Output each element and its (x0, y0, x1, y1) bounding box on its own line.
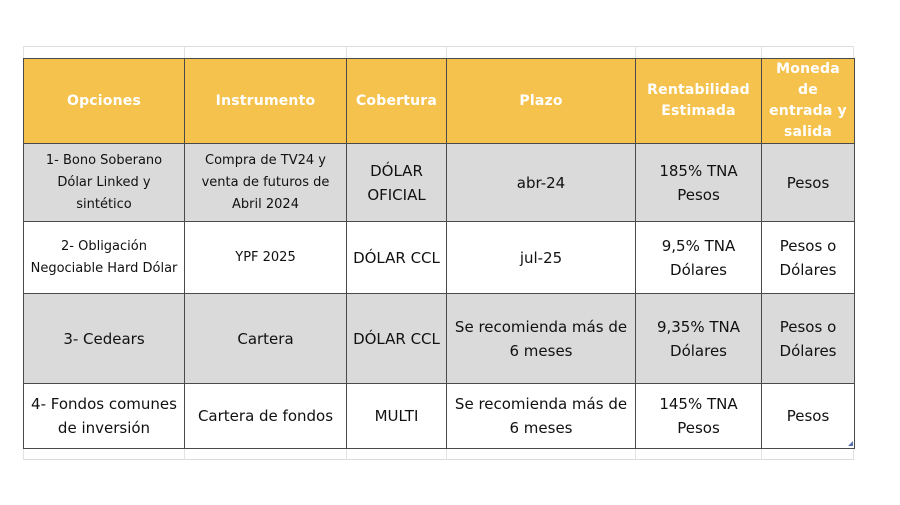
cell-plazo: Se recomienda más de 6 meses (447, 384, 636, 449)
sheet-gridline (446, 46, 447, 58)
sheet-gridline (23, 46, 854, 47)
cell-instrumento: Cartera de fondos (185, 384, 347, 449)
cell-instrumento: YPF 2025 (185, 222, 347, 294)
header-cobertura: Cobertura (347, 59, 447, 144)
cell-plazo: Se recomienda más de 6 meses (447, 294, 636, 384)
options-table (23, 58, 855, 449)
cell-opcion: 3- Cedears (24, 294, 185, 384)
sheet-gridline (23, 459, 854, 460)
cell-instrumento: Cartera (185, 294, 347, 384)
cell-moneda: Pesos (762, 144, 855, 222)
investment-options-table (23, 58, 854, 447)
sheet-gridline (346, 46, 347, 58)
header-moneda: Moneda de entrada y salida (762, 59, 855, 144)
cell-rentabilidad: 185% TNA Pesos (636, 144, 762, 222)
cell-opcion: 4- Fondos comunes de inversión (24, 384, 185, 449)
table-row (24, 144, 855, 222)
header-opciones: Opciones (24, 59, 185, 144)
table-row (24, 222, 855, 294)
cell-cobertura: MULTI (347, 384, 447, 449)
sheet-gridline (761, 46, 762, 58)
cell-cobertura: DÓLAR OFICIAL (347, 144, 447, 222)
header-plazo: Plazo (447, 59, 636, 144)
cell-moneda: Pesos o Dólares (762, 294, 855, 384)
cell-instrumento: Compra de TV24 y venta de futuros de Abril 2024 (185, 144, 347, 222)
sheet-gridline (184, 46, 185, 58)
sheet-gridline (635, 46, 636, 58)
cell-cobertura: DÓLAR CCL (347, 222, 447, 294)
header-rentabilidad: Rentabilidad Estimada (636, 59, 762, 144)
cell-moneda: Pesos o Dólares (762, 222, 855, 294)
sheet-gridline (23, 46, 24, 58)
cell-cobertura: DÓLAR CCL (347, 294, 447, 384)
cell-rentabilidad: 9,35% TNA Dólares (636, 294, 762, 384)
table-row (24, 294, 855, 384)
cell-moneda: Pesos (762, 384, 855, 449)
resize-handle-icon[interactable] (848, 441, 853, 446)
cell-opcion: 1- Bono Soberano Dólar Linked y sintético (24, 144, 185, 222)
cell-plazo: abr-24 (447, 144, 636, 222)
table-row (24, 384, 855, 449)
header-row (24, 59, 855, 144)
cell-opcion: 2- Obligación Negociable Hard Dólar (24, 222, 185, 294)
header-instrumento: Instrumento (185, 59, 347, 144)
cell-rentabilidad: 145% TNA Pesos (636, 384, 762, 449)
cell-rentabilidad: 9,5% TNA Dólares (636, 222, 762, 294)
sheet-gridline (853, 46, 854, 58)
cell-plazo: jul-25 (447, 222, 636, 294)
